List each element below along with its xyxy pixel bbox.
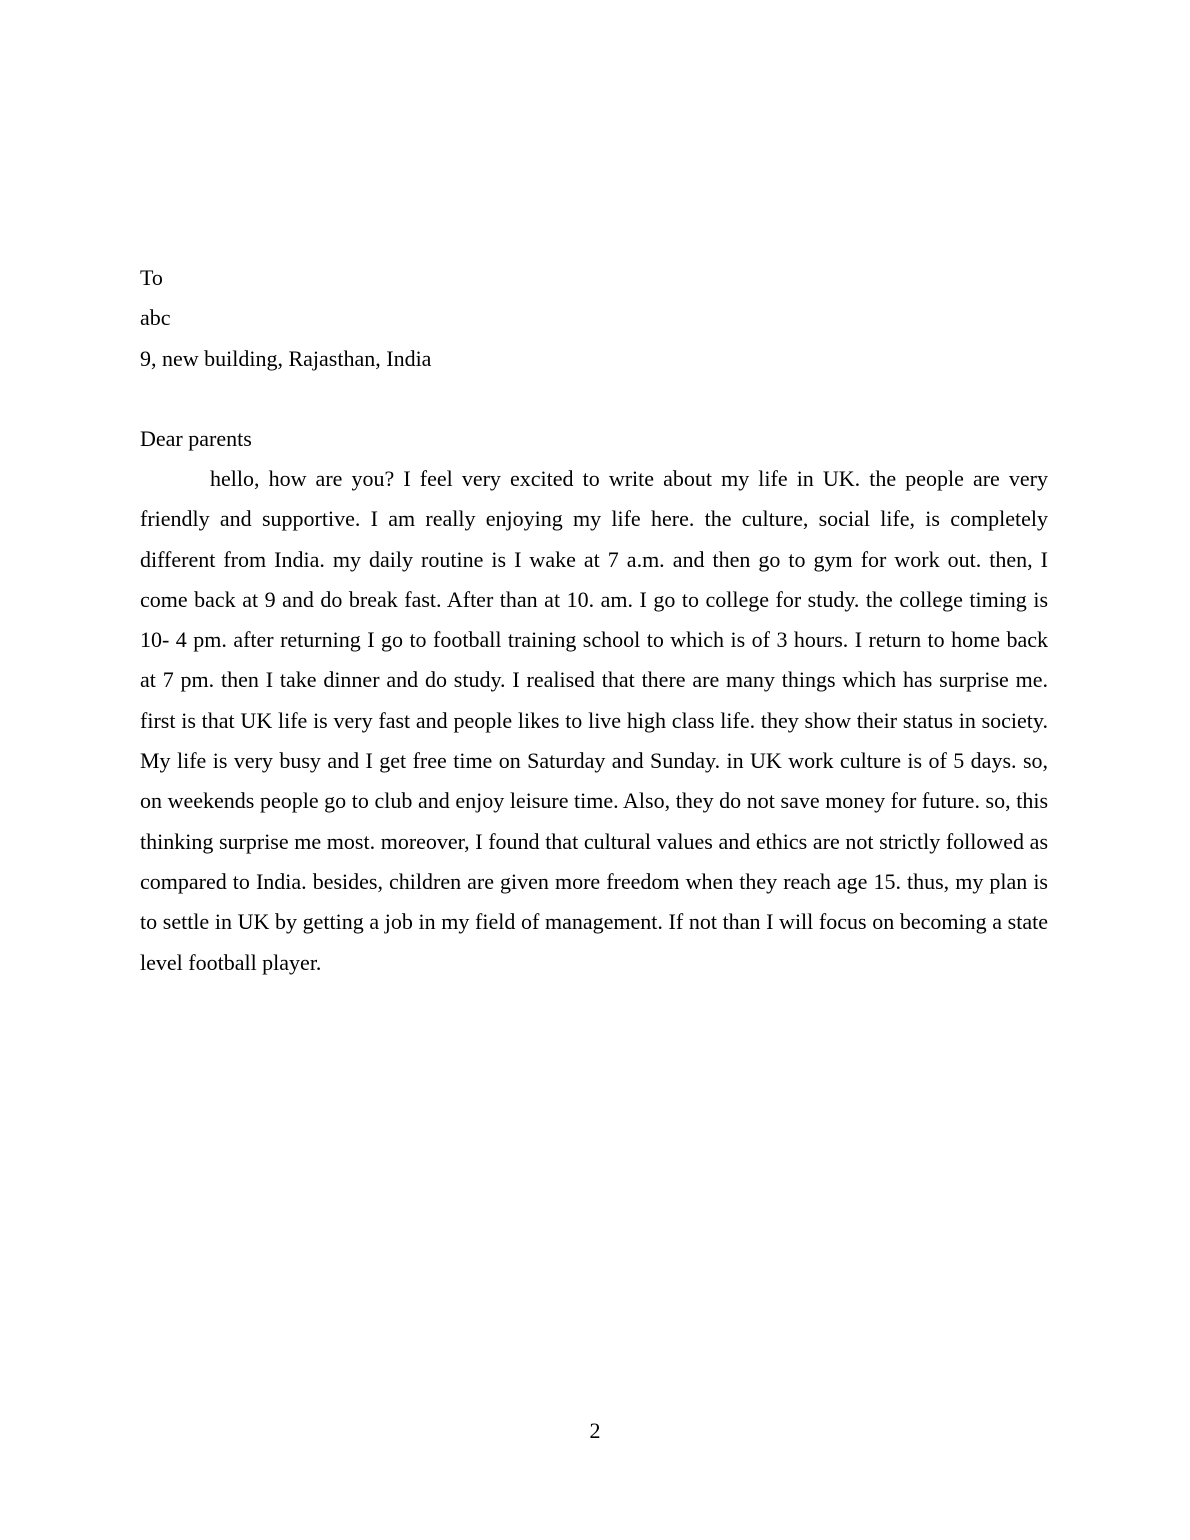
recipient-name: abc <box>140 305 171 331</box>
recipient-block <box>140 258 431 379</box>
page-number: 2 <box>589 1418 601 1443</box>
salutation: Dear parents <box>140 426 252 451</box>
recipient-address: 9, new building, Rajasthan, India <box>140 345 432 371</box>
to-line: To <box>140 265 163 290</box>
letter-body: hello, how are you? I feel very excited to write about my life in UK. the people are very friendly and supportive. I am really enjoying my life here. the culture, social life, is completely different from India. my daily routine is I wake at 7 a.m. and then go to gym for work out. then, I come back at 9 and do break fast. After than at 10. am. I go to college for study. the college timing is 10- 4 pm. after returning I go to football training school to which is of 3 hours. I return to home back at 7 pm. then I take dinner and do study. I realised that there are many things which has surprise me. first is that UK life is very fast and people likes to live high class life. they show their status in society. My life is very busy and I get free time on Saturday and Sunday. in UK work culture is of 5 days. so, on weekends people go to club and enjoy leisure time. Also, they do not save money for future. so, this thinking surprise me most. moreover, I found that cultural values and ethics are not strictly followed as compared to India. besides, children are given more freedom when they reach age 15. thus, my plan is to settle in UK by getting a job in my field of management. If not than I will focus on becoming a state level football player. <box>140 466 1048 975</box>
